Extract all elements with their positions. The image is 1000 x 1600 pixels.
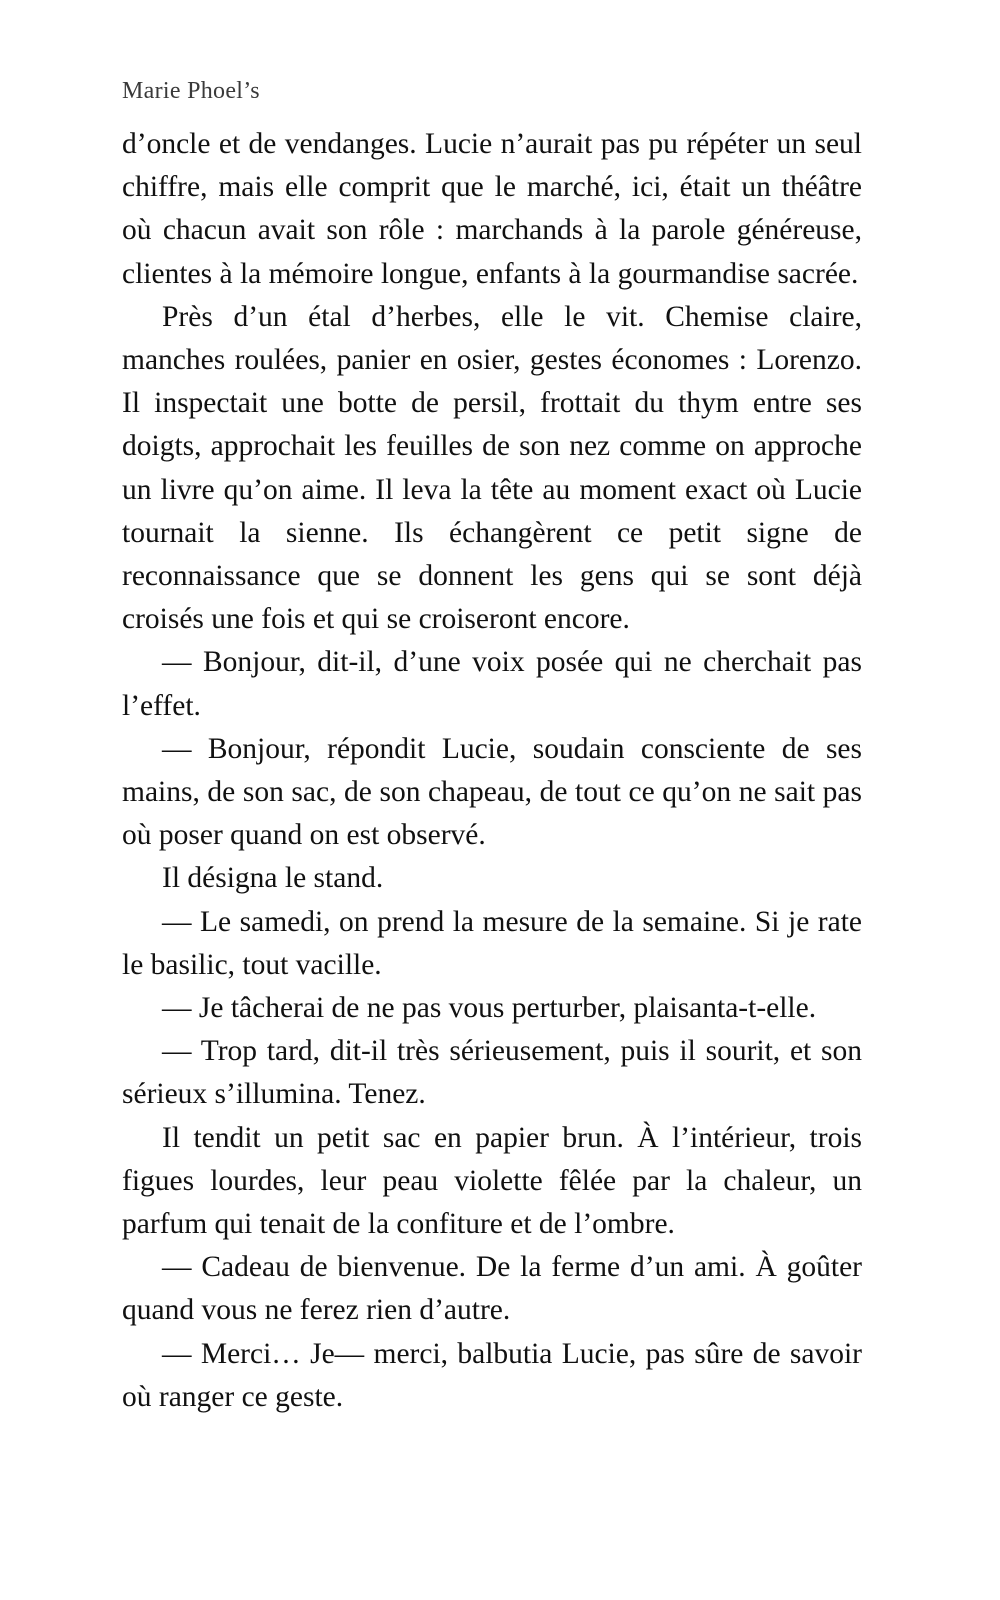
- paragraph: Près d’un étal d’herbes, elle le vit. Chemise claire, manches roulées, panier en osier, gestes économes : Lorenzo. Il inspectait une botte de persil, frottait du thym entre ses doigts, approchait les feuilles de son nez comme on approche un livre qu’on aime. Il leva la tête au moment exact où Lucie tournait la sienne. Ils échangèrent ce petit signe de reconnaissance que se donnent les gens qui se sont déjà croisés une fois et qui se croiseront encore.: [122, 300, 862, 636]
- dialogue-paragraph: — Trop tard, dit-il très sérieusement, puis il sourit, et son sérieux s’illumina. Tenez.: [122, 1035, 862, 1111]
- dialogue-paragraph: — Cadeau de bienvenue. De la ferme d’un ami. À goûter quand vous ne ferez rien d’autre.: [122, 1251, 862, 1327]
- body-text: [122, 123, 862, 1419]
- dialogue-paragraph: — Le samedi, on prend la mesure de la semaine. Si je rate le basilic, tout vacille.: [122, 905, 862, 981]
- dialogue-paragraph: — Bonjour, répondit Lucie, soudain consciente de ses mains, de son sac, de son chapeau, de tout ce qu’on ne sait pas où poser quand on est observé.: [122, 732, 862, 852]
- running-head: Marie Phoel’s: [122, 78, 260, 104]
- paragraph: d’oncle et de vendanges. Lucie n’aurait pas pu répéter un seul chiffre, mais elle comprit que le marché, ici, était un théâtre où chacun avait son rôle : marchands à la parole généreuse, clientes à la mémoire longue, enfants à la gourmandise sacrée.: [122, 128, 862, 290]
- dialogue-paragraph: — Bonjour, dit-il, d’une voix posée qui ne cherchait pas l’effet.: [122, 646, 862, 722]
- dialogue-paragraph: — Je tâcherai de ne pas vous perturber, plaisanta-t-elle.: [162, 992, 817, 1025]
- paragraph: Il désigna le stand.: [162, 862, 384, 895]
- dialogue-paragraph: — Merci… Je— merci, balbutia Lucie, pas sûre de savoir où ranger ce geste.: [122, 1337, 862, 1413]
- paragraph: Il tendit un petit sac en papier brun. À l’intérieur, trois figues lourdes, leur peau violette fêlée par la chaleur, un parfum qui tenait de la confiture et de l’ombre.: [122, 1121, 862, 1241]
